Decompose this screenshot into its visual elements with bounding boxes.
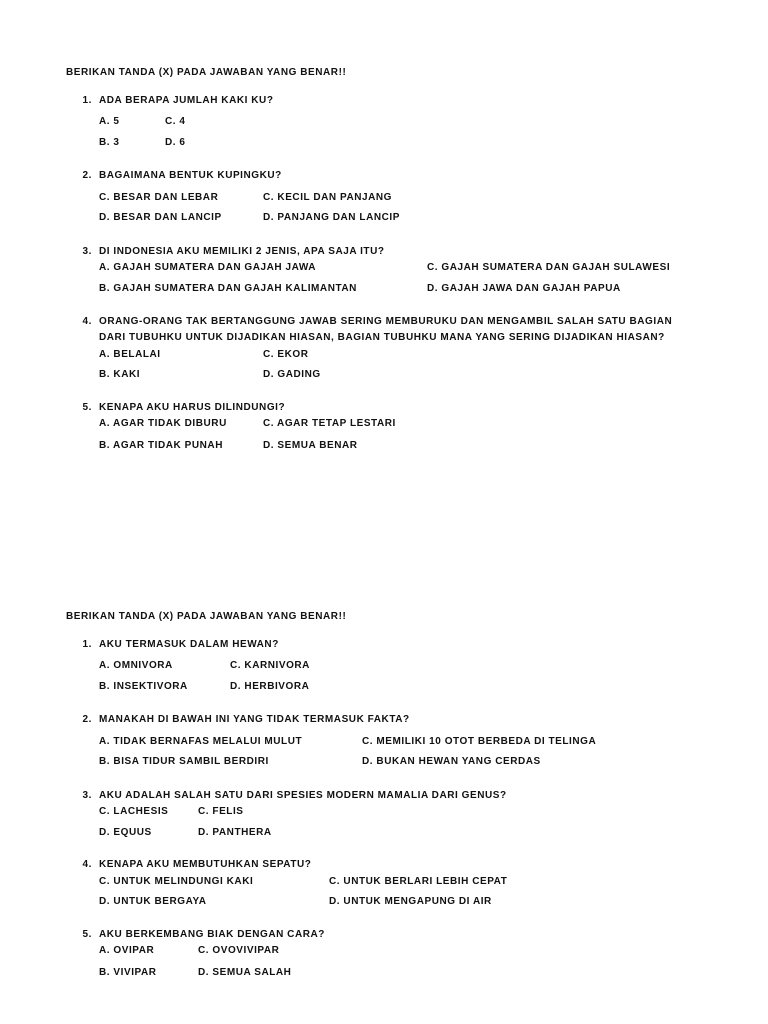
option-b[interactable]: B. KAKI bbox=[99, 369, 141, 380]
question-number: 2. bbox=[82, 170, 92, 181]
option-a[interactable]: A. BELALAI bbox=[99, 349, 161, 360]
option-a[interactable]: C. LACHESIS bbox=[99, 806, 169, 817]
question-text: DI INDONESIA AKU MEMILIKI 2 JENIS, APA SAJA ITU? bbox=[99, 246, 385, 257]
question-number: 2. bbox=[82, 714, 92, 725]
question-number: 4. bbox=[82, 316, 92, 327]
option-d[interactable]: D. SEMUA BENAR bbox=[263, 440, 358, 451]
question-number: 3. bbox=[82, 790, 92, 801]
question-text: AKU BERKEMBANG BIAK DENGAN CARA? bbox=[99, 929, 325, 940]
option-b[interactable]: D. BESAR DAN LANCIP bbox=[99, 212, 222, 223]
question-number: 1. bbox=[82, 95, 92, 106]
question-text: AKU ADALAH SALAH SATU DARI SPESIES MODERN MAMALIA DARI GENUS? bbox=[99, 790, 507, 801]
option-c[interactable]: C. EKOR bbox=[263, 349, 309, 360]
question-text: MANAKAH DI BAWAH INI YANG TIDAK TERMASUK FAKTA? bbox=[99, 714, 410, 725]
question-text: AKU TERMASUK DALAM HEWAN? bbox=[99, 639, 279, 650]
option-a[interactable]: C. BESAR DAN LEBAR bbox=[99, 192, 219, 203]
option-c[interactable]: C. FELIS bbox=[198, 806, 244, 817]
option-b[interactable]: B. VIVIPAR bbox=[99, 967, 157, 978]
option-d[interactable]: D. GAJAH JAWA DAN GAJAH PAPUA bbox=[427, 283, 621, 294]
question-text-line-2: DARI TUBUHKU UNTUK DIJADIKAN HIASAN, BAGIAN TUBUHKU MANA YANG SERING DIJADIKAN HIASAN? bbox=[99, 332, 665, 343]
option-c[interactable]: C. GAJAH SUMATERA DAN GAJAH SULAWESI bbox=[427, 262, 671, 273]
question-number: 1. bbox=[82, 639, 92, 650]
option-c[interactable]: C. OVOVIVIPAR bbox=[198, 945, 280, 956]
option-c[interactable]: C. KARNIVORA bbox=[230, 660, 310, 671]
instruction-heading: BERIKAN TANDA (X) PADA JAWABAN YANG BENAR!! bbox=[66, 67, 347, 78]
option-a[interactable]: A. OVIPAR bbox=[99, 945, 155, 956]
option-c[interactable]: C. 4 bbox=[165, 116, 186, 127]
option-a[interactable]: A. OMNIVORA bbox=[99, 660, 173, 671]
option-d[interactable]: D. HERBIVORA bbox=[230, 681, 310, 692]
question-text: KENAPA AKU MEMBUTUHKAN SEPATU? bbox=[99, 859, 312, 870]
option-d[interactable]: D. UNTUK MENGAPUNG DI AIR bbox=[329, 896, 492, 907]
option-d[interactable]: D. GADING bbox=[263, 369, 321, 380]
question-number: 3. bbox=[82, 246, 92, 257]
option-a[interactable]: C. UNTUK MELINDUNGI KAKI bbox=[99, 876, 254, 887]
option-b[interactable]: B. 3 bbox=[99, 137, 120, 148]
option-b[interactable]: B. INSEKTIVORA bbox=[99, 681, 188, 692]
question-text: ADA BERAPA JUMLAH KAKI KU? bbox=[99, 95, 274, 106]
question-number: 5. bbox=[82, 402, 92, 413]
option-a[interactable]: A. AGAR TIDAK DIBURU bbox=[99, 418, 227, 429]
option-c[interactable]: C. UNTUK BERLARI LEBIH CEPAT bbox=[329, 876, 508, 887]
option-d[interactable]: D. PANJANG DAN LANCIP bbox=[263, 212, 400, 223]
option-b[interactable]: D. UNTUK BERGAYA bbox=[99, 896, 207, 907]
question-number: 5. bbox=[82, 929, 92, 940]
option-b[interactable]: B. GAJAH SUMATERA DAN GAJAH KALIMANTAN bbox=[99, 283, 357, 294]
option-c[interactable]: C. KECIL DAN PANJANG bbox=[263, 192, 392, 203]
option-b[interactable]: D. EQUUS bbox=[99, 827, 152, 838]
instruction-heading: BERIKAN TANDA (X) PADA JAWABAN YANG BENAR!! bbox=[66, 611, 347, 622]
question-text: ORANG-ORANG TAK BERTANGGUNG JAWAB SERING MEMBURUKU DAN MENGAMBIL SALAH SATU BAGIAN bbox=[99, 316, 673, 327]
option-a[interactable]: A. 5 bbox=[99, 116, 120, 127]
option-a[interactable]: A. TIDAK BERNAFAS MELALUI MULUT bbox=[99, 736, 303, 747]
option-b[interactable]: B. BISA TIDUR SAMBIL BERDIRI bbox=[99, 756, 269, 767]
option-c[interactable]: C. MEMILIKI 10 OTOT BERBEDA DI TELINGA bbox=[362, 736, 597, 747]
option-a[interactable]: A. GAJAH SUMATERA DAN GAJAH JAWA bbox=[99, 262, 317, 273]
option-b[interactable]: B. AGAR TIDAK PUNAH bbox=[99, 440, 223, 451]
option-d[interactable]: D. PANTHERA bbox=[198, 827, 272, 838]
option-c[interactable]: C. AGAR TETAP LESTARI bbox=[263, 418, 396, 429]
question-text: KENAPA AKU HARUS DILINDUNGI? bbox=[99, 402, 286, 413]
question-text: BAGAIMANA BENTUK KUPINGKU? bbox=[99, 170, 282, 181]
question-number: 4. bbox=[82, 859, 92, 870]
option-d[interactable]: D. 6 bbox=[165, 137, 186, 148]
option-d[interactable]: D. BUKAN HEWAN YANG CERDAS bbox=[362, 756, 541, 767]
option-d[interactable]: D. SEMUA SALAH bbox=[198, 967, 292, 978]
